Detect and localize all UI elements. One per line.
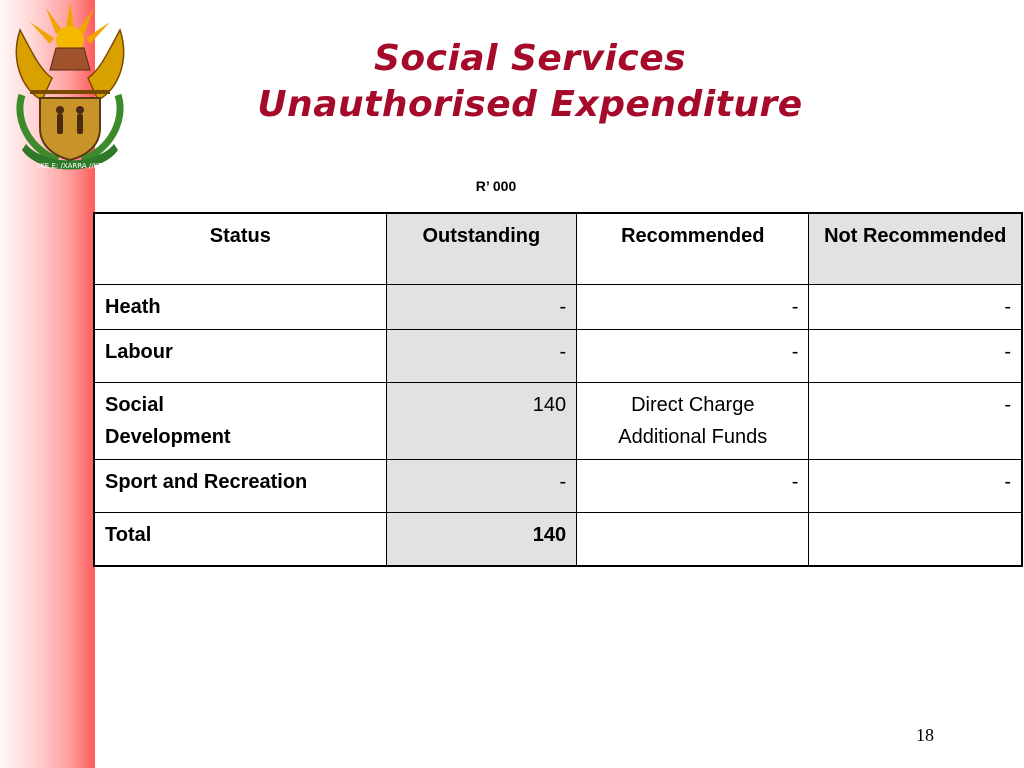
table-header-row — [94, 213, 1022, 285]
row-status-line2: Development — [105, 426, 231, 448]
row-not-recommended: - — [809, 383, 1022, 460]
row-status: Sport and Recreation — [94, 460, 386, 513]
row-outstanding: 140 — [386, 513, 577, 567]
row-outstanding: - — [386, 330, 577, 383]
expenditure-table — [93, 212, 1023, 567]
row-outstanding: 140 — [386, 383, 577, 460]
table-row — [94, 285, 1022, 330]
row-not-recommended: - — [809, 330, 1022, 383]
row-not-recommended: - — [809, 460, 1022, 513]
header-recommended: Recommended — [577, 213, 809, 285]
coat-of-arms-icon — [0, 0, 140, 180]
slide-title-line2: Unauthorised Expenditure — [257, 84, 803, 125]
row-recommended-line2: Additional Funds — [618, 426, 768, 448]
row-recommended — [577, 513, 809, 567]
row-recommended: - — [577, 285, 809, 330]
page-number: 18 — [916, 725, 934, 745]
table-row — [94, 330, 1022, 383]
row-status: Labour — [94, 330, 386, 383]
row-recommended: - — [577, 460, 809, 513]
row-status — [94, 383, 386, 460]
table-row-total — [94, 513, 1022, 567]
header-status: Status — [94, 213, 386, 285]
unit-label: R’ 000 — [475, 178, 517, 194]
row-outstanding: - — [386, 285, 577, 330]
row-not-recommended — [809, 513, 1022, 567]
emblem-motto: !KE E: /XARRA //KE — [37, 162, 103, 170]
row-recommended — [577, 383, 809, 460]
slide-title-line1: Social Services — [373, 38, 687, 79]
table-row — [94, 383, 1022, 460]
row-outstanding: - — [386, 460, 577, 513]
row-recommended-line1: Direct Charge — [631, 394, 755, 416]
row-status: Heath — [94, 285, 386, 330]
header-not-recommended: Not Recommended — [809, 213, 1022, 285]
row-status-line1: Social — [105, 394, 164, 416]
row-not-recommended: - — [809, 285, 1022, 330]
header-outstanding: Outstanding — [386, 213, 577, 285]
table-row — [94, 460, 1022, 513]
row-recommended: - — [577, 330, 809, 383]
row-status: Total — [94, 513, 386, 567]
